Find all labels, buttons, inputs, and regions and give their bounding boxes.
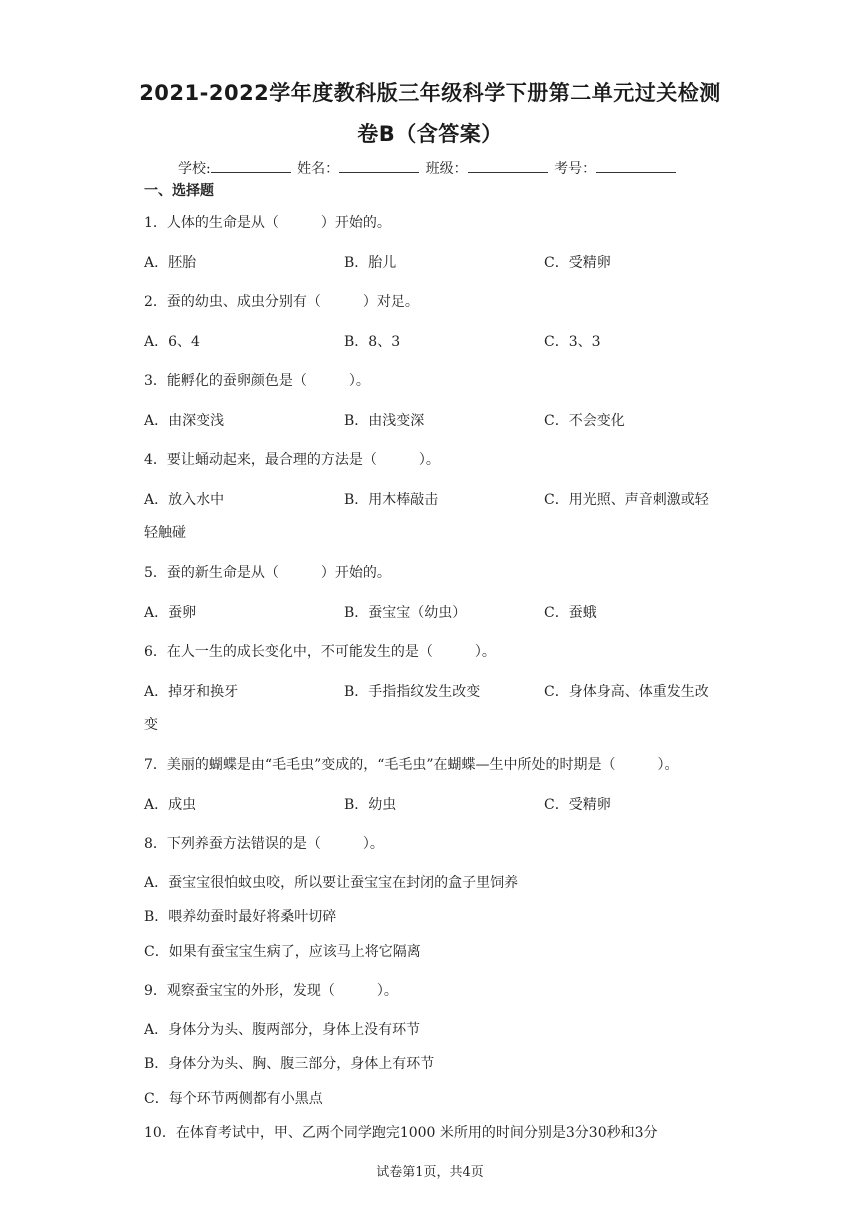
exam-no-blank: [596, 160, 676, 173]
question-4: 4．要让蛹动起来，最合理的方法是（ ）。: [144, 452, 440, 468]
school-blank: [211, 160, 291, 173]
q1-option-a: A．胚胎: [144, 255, 197, 271]
q6-option-b: B．手指指纹发生改变: [344, 684, 481, 700]
q9-option-c: C．每个环节两侧都有小黑点: [144, 1091, 323, 1107]
q2-option-a: A．6、4: [144, 334, 200, 350]
exam-title-line1: 2021-2022学年度教科版三年级科学下册第二单元过关检测: [139, 81, 721, 105]
q8-option-c: C．如果有蚕宝宝生病了，应该马上将它隔离: [144, 944, 421, 960]
q6-option-c-continued: 变: [144, 717, 158, 733]
q7-option-b: B．幼虫: [344, 797, 397, 813]
section-heading: 一、选择题: [144, 183, 214, 199]
exam-no-label: 考号：: [554, 161, 597, 177]
q6-option-c: C．身体身高、体重发生改: [544, 684, 709, 700]
question-9: 9．观察蚕宝宝的外形，发现（ ）。: [144, 983, 398, 999]
name-label: 姓名：: [297, 161, 340, 177]
q2-option-c: C．3、3: [544, 334, 601, 350]
question-1: 1．人体的生命是从（ ）开始的。: [144, 215, 391, 231]
class-label: 班级：: [425, 161, 468, 177]
q3-option-c: C．不会变化: [544, 413, 625, 429]
q2-option-b: B．8、3: [344, 334, 401, 350]
q5-option-c: C．蚕蛾: [544, 605, 597, 621]
q4-option-a: A．放入水中: [144, 492, 225, 508]
q6-option-a: A．掉牙和换牙: [144, 684, 239, 700]
q5-option-a: A．蚕卵: [144, 605, 197, 621]
question-10: 10．在体育考试中，甲、乙两个同学跑完1000 米所用的时间分别是3分30秒和3分: [144, 1125, 658, 1141]
q1-option-c: C．受精卵: [544, 255, 611, 271]
q7-option-c: C．受精卵: [544, 797, 611, 813]
question-6: 6．在人一生的成长变化中，不可能发生的是（ ）。: [144, 644, 496, 660]
q7-option-a: A．成虫: [144, 797, 197, 813]
q4-option-c: C．用光照、声音刺激或轻: [544, 492, 709, 508]
q8-option-b: B．喂养幼蚕时最好将桑叶切碎: [144, 909, 337, 925]
question-7: 7．美丽的蝴蝶是由“毛毛虫”变成的，“毛毛虫”在蝴蝶—生中所处的时期是（ ）。: [144, 757, 679, 773]
question-5: 5．蚕的新生命是从（ ）开始的。: [144, 565, 391, 581]
q1-option-b: B．胎儿: [344, 255, 397, 271]
question-8: 8．下列养蚕方法错误的是（ ）。: [144, 836, 384, 852]
question-3: 3．能孵化的蚕卵颜色是（ ）。: [144, 373, 370, 389]
q4-option-c-continued: 轻触碰: [144, 525, 186, 541]
class-blank: [468, 160, 548, 173]
q4-option-b: B．用木棒敲击: [344, 492, 439, 508]
student-info-line: [178, 158, 678, 178]
q3-option-a: A．由深变浅: [144, 413, 225, 429]
school-label: 学校:: [178, 161, 211, 177]
name-blank: [339, 160, 419, 173]
q9-option-a: A．身体分为头、腹两部分，身体上没有环节: [144, 1022, 421, 1038]
q8-option-a: A．蚕宝宝很怕蚊虫咬，所以要让蚕宝宝在封闭的盒子里饲养: [144, 875, 519, 891]
question-2: 2．蚕的幼虫、成虫分别有（ ）对足。: [144, 294, 419, 310]
q9-option-b: B．身体分为头、胸、腹三部分，身体上有环节: [144, 1056, 435, 1072]
q5-option-b: B．蚕宝宝（幼虫）: [344, 605, 467, 621]
q3-option-b: B．由浅变深: [344, 413, 425, 429]
exam-title-line2: 卷B（含答案）: [357, 122, 503, 146]
page-footer: 试卷第1页，共4页: [376, 1165, 484, 1180]
